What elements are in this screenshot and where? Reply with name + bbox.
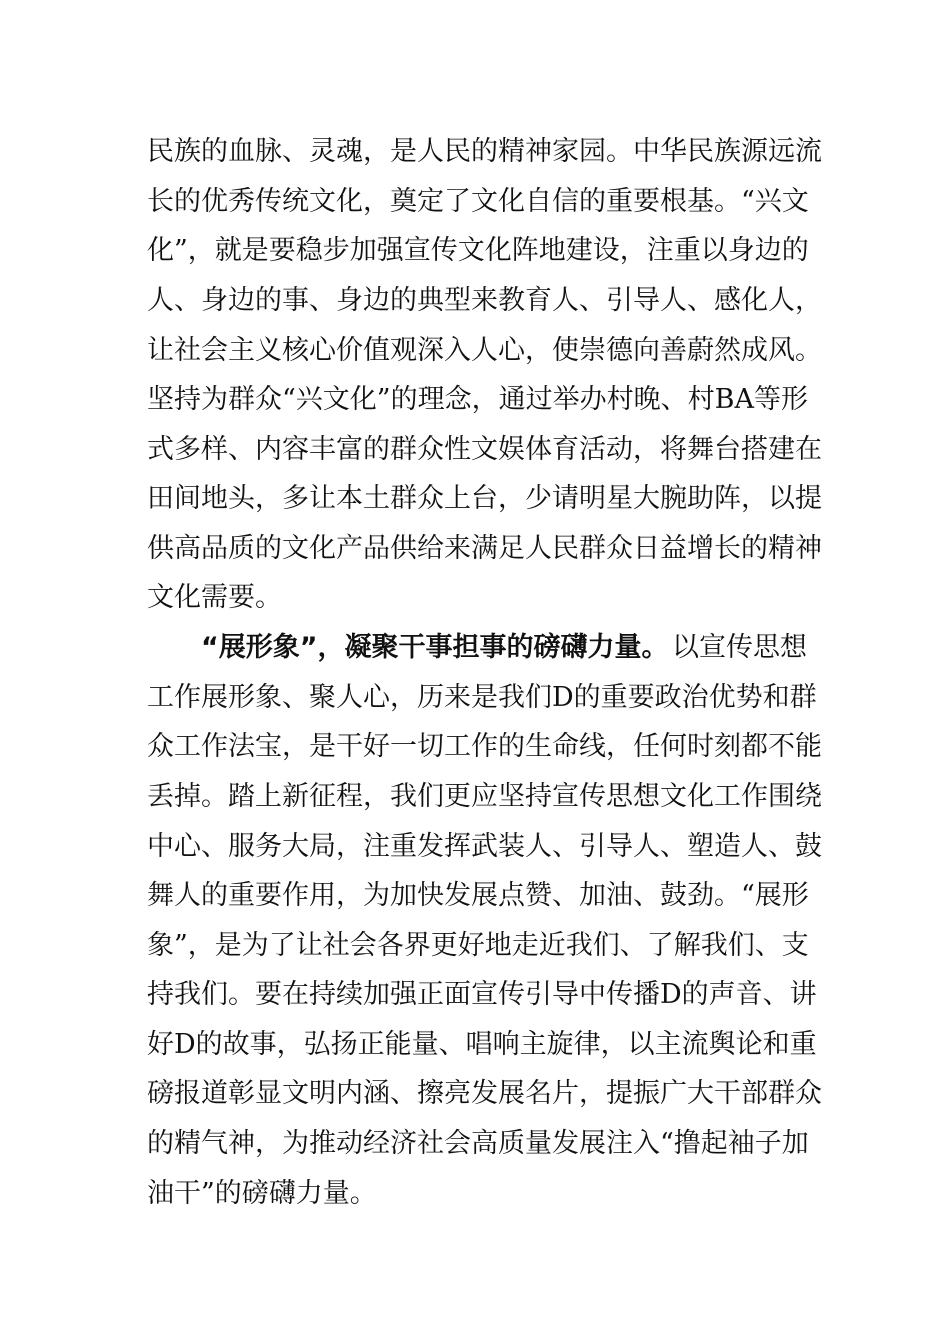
paragraph-2-line-3: 众工作法宝，是干好一切工作的生命线，任何时刻都不能 bbox=[147, 731, 822, 762]
paragraph-1-line-6: 坚持为群众“兴文化”的理念，通过举办村晚、村BA等形 bbox=[147, 384, 808, 415]
paragraph-2-line-11: 的精气神，为推动经济社会高质量发展注入“撸起袖子加 bbox=[147, 1128, 809, 1159]
paragraph-2-line-5: 中心、服务大局，注重发挥武装人、引导人、塑造人、鼓 bbox=[147, 831, 822, 862]
paragraph-1-line-7: 式多样、内容丰富的群众性文娱体育活动，将舞台搭建在 bbox=[147, 434, 822, 465]
paragraph-2-line-1 bbox=[201, 623, 807, 673]
paragraph-1-line-5: 让社会主义核心价值观深入人心，使崇德向善蔚然成风。 bbox=[147, 335, 822, 366]
paragraph-2-line-6: 舞人的重要作用，为加快发展点赞、加油、鼓劲。“展形 bbox=[147, 880, 809, 911]
paragraph-1-line-8: 田间地头，多让本土群众上台，少请明星大腕助阵，以提 bbox=[147, 483, 822, 514]
paragraph-1-line-4: 人、身边的事、身边的典型来教育人、引导人、感化人， bbox=[147, 285, 822, 316]
paragraph-2-line-4: 丢掉。踏上新征程，我们更应坚持宣传思想文化工作围绕 bbox=[147, 781, 822, 812]
paragraph-2-line-9: 好D的故事，弘扬正能量、唱响主旋律，以主流舆论和重 bbox=[147, 1029, 817, 1060]
paragraph-1-line-1: 民族的血脉、灵魂，是人民的精神家园。中华民族源远流 bbox=[147, 136, 822, 167]
paragraph-2-first-line-rest: 以宣传思想 bbox=[672, 632, 807, 663]
paragraph-2-heading: “展形象”，凝聚干事担事的磅礴力量。 bbox=[201, 632, 669, 663]
paragraph-2-line-12: 油干”的磅礴力量。 bbox=[147, 1178, 377, 1209]
paragraph-1-line-10: 文化需要。 bbox=[147, 582, 282, 613]
paragraph-1-line-3: 化”，就是要稳步加强宣传文化阵地建设，注重以身边的 bbox=[147, 235, 809, 266]
paragraph-1-line-9: 供高品质的文化产品供给来满足人民群众日益增长的精神 bbox=[147, 533, 822, 564]
paragraph-2-line-2: 工作展形象、聚人心，历来是我们D的重要政治优势和群 bbox=[147, 682, 817, 713]
paragraph-2-line-10: 磅报道彰显文明内涵、擦亮发展名片，提振广大干部群众 bbox=[147, 1078, 822, 1109]
paragraph-2-line-7: 象”，是为了让社会各界更好地走近我们、了解我们、支 bbox=[147, 930, 809, 961]
paragraph-1-line-2: 长的优秀传统文化，奠定了文化自信的重要根基。“兴文 bbox=[147, 186, 809, 217]
paragraph-2-line-8: 持我们。要在持续加强正面宣传引导中传播D的声音、讲 bbox=[147, 979, 817, 1010]
